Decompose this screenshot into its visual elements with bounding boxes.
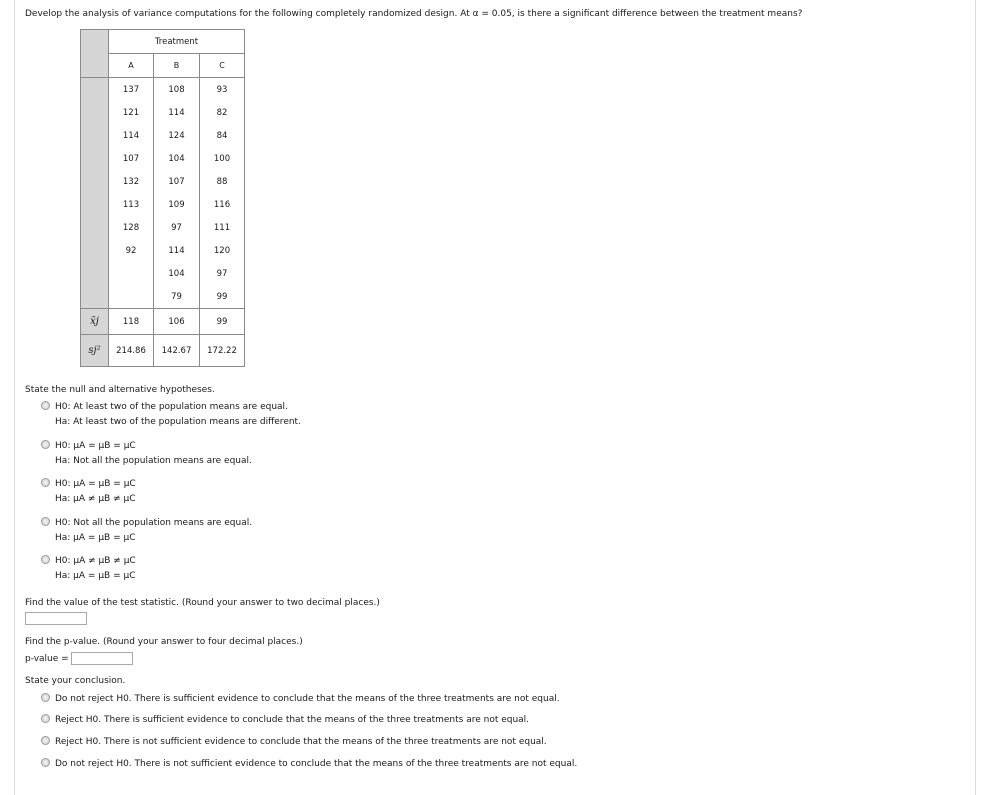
column-header-a: A [109,54,154,78]
mean-row [81,309,245,335]
test-statistic-prompt: Find the value of the test statistic. (Round your answer to two decimal places.) [25,598,380,608]
option-h0: H0: Not all the population means are equal. [55,518,253,528]
column-header-c: C [200,54,245,78]
table-cell: 97 [154,216,200,239]
mean-label: x̄j [81,309,109,335]
row-stub [81,193,109,216]
hypotheses-prompt: State the null and alternative hypotheses. [25,385,215,395]
table-cell: 104 [154,147,200,170]
row-stub [81,78,109,102]
option-ha: Ha: Not all the population means are equal. [55,456,252,466]
table-cell: 114 [154,101,200,124]
variance-row [81,335,245,367]
row-stub [81,101,109,124]
option-h0: H0: μA ≠ μB ≠ μC [55,556,136,566]
row-stub [81,239,109,262]
table-cell: 124 [154,124,200,147]
table-cell: 109 [154,193,200,216]
table-cell: 100 [200,147,245,170]
option-ha: Ha: μA = μB = μC [55,571,136,581]
variance-c: 172.22 [200,335,245,367]
row-stub [81,285,109,309]
p-value-input[interactable] [71,652,133,665]
table-row [81,285,245,309]
radio-button[interactable] [41,693,50,702]
hypothesis-option-1[interactable] [41,402,301,427]
table-cell: 84 [200,124,245,147]
option-h0: H0: At least two of the population means are equal. [55,402,288,412]
data-table [80,29,245,367]
table-cell: 82 [200,101,245,124]
p-value-prompt: Find the p-value. (Round your answer to four decimal places.) [25,637,303,647]
test-statistic-input[interactable] [25,612,87,625]
table-cell: 113 [109,193,154,216]
mean-c: 99 [200,309,245,335]
table-cell: 97 [200,262,245,285]
radio-button[interactable] [41,714,50,723]
table-row [81,239,245,262]
option-text: Reject H0. There is not sufficient evidence to conclude that the means of the three treatments are not equal. [55,737,547,747]
conclusion-prompt: State your conclusion. [25,676,126,686]
table-cell: 107 [154,170,200,193]
option-ha: Ha: μA ≠ μB ≠ μC [55,494,136,504]
table-cell: 137 [109,78,154,102]
option-h0: H0: μA = μB = μC [55,441,136,451]
hypothesis-option-5[interactable] [41,556,136,581]
option-h0: H0: μA = μB = μC [55,479,136,489]
table-cell [109,285,154,309]
table-row [81,101,245,124]
row-stub [81,124,109,147]
table-row [81,216,245,239]
radio-button[interactable] [41,440,50,449]
table-cell: 132 [109,170,154,193]
table-row [81,170,245,193]
hypothesis-option-3[interactable] [41,479,136,504]
radio-button[interactable] [41,758,50,767]
conclusion-option-4[interactable] [41,759,577,769]
question-panel [14,0,976,795]
table-row [81,147,245,170]
radio-button[interactable] [41,478,50,487]
row-stub [81,262,109,285]
table-cell: 107 [109,147,154,170]
table-cell: 93 [200,78,245,102]
table-stub [81,30,109,78]
radio-button[interactable] [41,517,50,526]
question-intro: Develop the analysis of variance computations for the following completely randomized design. At α = 0.05, is there a significant difference between the treatment means? [25,9,803,19]
table-row [81,124,245,147]
table-cell: 128 [109,216,154,239]
table-row [81,193,245,216]
row-stub [81,147,109,170]
conclusion-option-3[interactable] [41,737,547,747]
mean-a: 118 [109,309,154,335]
conclusion-option-1[interactable] [41,694,560,704]
row-stub [81,216,109,239]
table-row [81,262,245,285]
table-cell: 114 [109,124,154,147]
table-cell: 108 [154,78,200,102]
radio-button[interactable] [41,401,50,410]
table-cell [109,262,154,285]
table-title: Treatment [109,30,245,54]
table-cell: 116 [200,193,245,216]
table-cell: 114 [154,239,200,262]
option-ha: Ha: At least two of the population means are different. [55,417,301,427]
option-text: Do not reject H0. There is sufficient evidence to conclude that the means of the three treatments are not equal. [55,694,560,704]
hypothesis-option-2[interactable] [41,441,252,466]
option-ha: Ha: μA = μB = μC [55,533,136,543]
hypothesis-option-4[interactable] [41,518,252,543]
variance-b: 142.67 [154,335,200,367]
table-cell: 121 [109,101,154,124]
option-text: Reject H0. There is sufficient evidence to conclude that the means of the three treatments are not equal. [55,715,530,725]
variance-a: 214.86 [109,335,154,367]
table-cell: 120 [200,239,245,262]
table-cell: 99 [200,285,245,309]
conclusion-option-2[interactable] [41,715,529,725]
table-row [81,78,245,102]
table-cell: 79 [154,285,200,309]
radio-button[interactable] [41,736,50,745]
row-stub [81,170,109,193]
table-cell: 111 [200,216,245,239]
variance-label: sj² [81,335,109,367]
mean-b: 106 [154,309,200,335]
p-value-label: p-value = [25,654,69,664]
table-cell: 88 [200,170,245,193]
option-text: Do not reject H0. There is not sufficient evidence to conclude that the means of the three treatments are not equal. [55,759,578,769]
table-cell: 104 [154,262,200,285]
radio-button[interactable] [41,555,50,564]
column-header-b: B [154,54,200,78]
table-cell: 92 [109,239,154,262]
